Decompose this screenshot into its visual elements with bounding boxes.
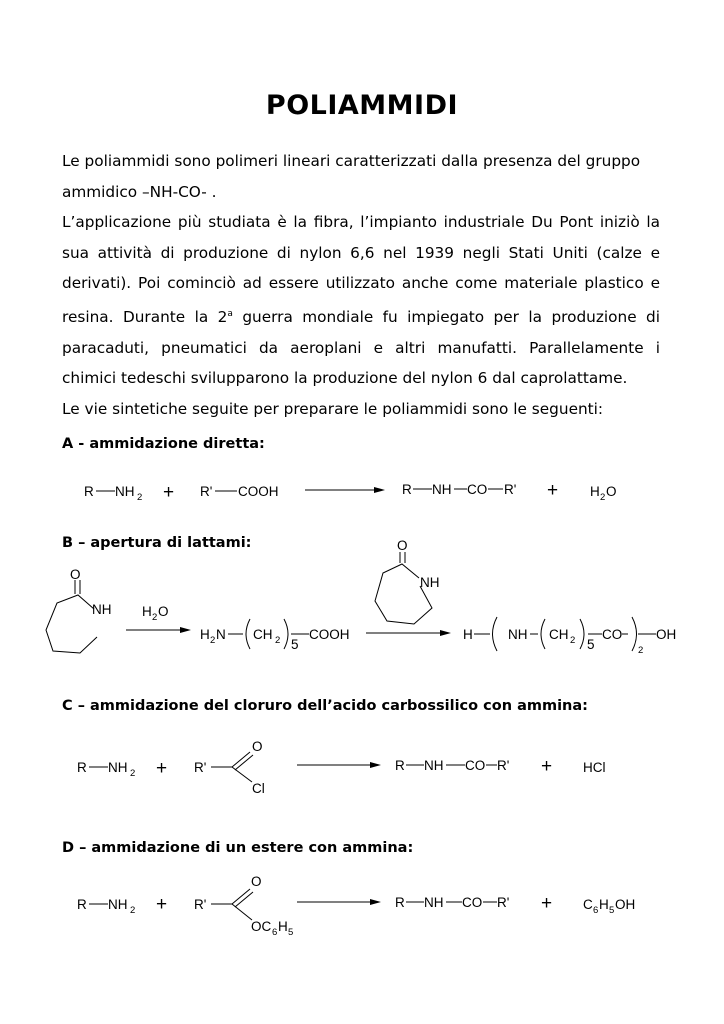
- text-line: Le vie sintetiche seguite per preparare le poliammidi sono le seguenti:: [62, 399, 604, 418]
- carbonyl-oxygen: O: [252, 739, 263, 754]
- plus-sign: +: [541, 893, 553, 914]
- phenol-c: C: [583, 897, 593, 912]
- subscript: 5: [288, 927, 294, 938]
- text-line: sua attività di produzione di nylon 6,6 nel 1939 negli Stati Uniti (calze e: [62, 243, 660, 262]
- product-co: CO: [462, 895, 483, 910]
- subscript: 6: [272, 927, 278, 938]
- rprime-label: R': [194, 897, 207, 912]
- polymer-ch: CH: [549, 627, 569, 642]
- plus-sign: +: [541, 756, 553, 777]
- text-line: Le poliammidi sono polimeri lineari caratterizzati dalla presenza del gruppo: [62, 152, 641, 170]
- r-label: R: [84, 484, 94, 499]
- ring-oxygen: O: [397, 538, 408, 553]
- subscript: 2: [638, 645, 644, 656]
- nh-label: NH: [108, 897, 128, 912]
- arrow-head: [370, 899, 381, 905]
- water-h: H: [142, 604, 152, 619]
- left-paren: [493, 617, 498, 651]
- subscript: 6: [593, 905, 599, 916]
- rprime-label: R': [194, 760, 207, 775]
- text-line: ammidico –NH-CO- .: [62, 182, 217, 201]
- right-paren: [580, 619, 584, 649]
- racid-label: R': [200, 484, 213, 499]
- section-c-heading: C – ammidazione del cloruro dell’acido carbossilico con ammina:: [62, 698, 588, 714]
- ring-oxygen: O: [70, 567, 81, 582]
- plus-sign: +: [156, 758, 168, 779]
- cooh-label: COOH: [238, 484, 279, 499]
- scheme-a-direct-amidation: [0, 470, 724, 520]
- product-r: R: [395, 895, 405, 910]
- ester-h: H: [278, 919, 288, 934]
- repeat-count: 5: [291, 637, 299, 652]
- subscript: 2: [137, 492, 143, 503]
- phenol-oh: OH: [615, 897, 636, 912]
- amine-h: H: [200, 627, 210, 642]
- subscript: 2: [130, 905, 136, 916]
- section-a-heading: A - ammidazione diretta:: [62, 436, 265, 452]
- r-label: R: [77, 760, 87, 775]
- hcl-label: HCl: [583, 760, 606, 775]
- intro-paragraph: [62, 146, 660, 424]
- section-b-heading: B – apertura di lattami:: [62, 535, 252, 551]
- ch-label: CH: [253, 627, 273, 642]
- subscript: 2: [152, 612, 158, 623]
- scheme-c-acyl-chloride: [0, 735, 724, 805]
- right-paren: [284, 619, 288, 649]
- repeat-count: 5: [587, 637, 595, 652]
- caprolactam-ring: [46, 595, 97, 653]
- product-rprime: R': [497, 758, 510, 773]
- arrow-head: [180, 627, 191, 633]
- subscript: 2: [570, 635, 576, 646]
- polymer-oh: OH: [656, 627, 677, 642]
- plus-sign: +: [547, 480, 559, 501]
- carbonyl-oxygen: O: [251, 874, 262, 889]
- text-line: paracaduti, pneumatici da aeroplani e altri manufatti. Parallelamente i: [62, 338, 660, 357]
- product-co: CO: [465, 758, 486, 773]
- subscript: 2: [210, 635, 216, 646]
- text-line: derivati). Poi cominciò ad essere utilizzato anche come materiale plastico e: [62, 274, 660, 293]
- text-line: chimici tedeschi svilupparono la produzione del nylon 6 dal caprolattame.: [62, 369, 628, 388]
- phenol-h: H: [599, 897, 609, 912]
- product-nh: NH: [424, 895, 444, 910]
- water-h: H: [590, 484, 600, 499]
- product-nh: NH: [432, 482, 452, 497]
- arrow-head: [440, 630, 451, 636]
- subscript: 2: [275, 635, 281, 646]
- product-r: R: [395, 758, 405, 773]
- polymer-h: H: [463, 627, 473, 642]
- subscript: 2: [600, 492, 606, 503]
- page-title: POLIAMMIDI: [265, 90, 459, 121]
- left-paren: [246, 619, 250, 649]
- product-r: R: [402, 482, 412, 497]
- plus-sign: +: [163, 482, 175, 503]
- water-o: O: [158, 604, 169, 619]
- scheme-d-ester-amidation: [0, 872, 724, 944]
- r-label: R: [77, 897, 87, 912]
- ring-nh: NH: [420, 575, 440, 590]
- text-line: resina. Durante la 2$^a$ guerra mondiale fu impiegato per la produzione di: [62, 308, 661, 327]
- amine-n: N: [216, 627, 226, 642]
- arrow-head: [374, 487, 385, 493]
- plus-sign: +: [156, 894, 168, 915]
- polymer-co: CO: [602, 627, 623, 642]
- product-rprime: R': [504, 482, 517, 497]
- product-nh: NH: [424, 758, 444, 773]
- left-paren: [541, 619, 545, 649]
- section-d-heading: D – ammidazione di un estere con ammina:: [62, 840, 414, 856]
- scheme-b-lactam-opening: [0, 535, 724, 670]
- subscript: 2: [130, 768, 136, 779]
- product-rprime: R': [497, 895, 510, 910]
- ring-nh: NH: [92, 602, 112, 617]
- subscript: 5: [609, 905, 615, 916]
- cooh-label: COOH: [309, 627, 350, 642]
- water-o: O: [606, 484, 617, 499]
- arrow-head: [370, 762, 381, 768]
- nh-label: NH: [115, 484, 135, 499]
- chlorine-label: Cl: [252, 781, 265, 796]
- nh-label: NH: [108, 760, 128, 775]
- right-paren: [632, 617, 637, 651]
- polymer-nh: NH: [508, 627, 528, 642]
- superscript: a: [227, 308, 233, 319]
- caprolactam-ring: [375, 564, 432, 624]
- product-co: CO: [467, 482, 488, 497]
- text-line: L’applicazione più studiata è la fibra, l’impianto industriale Du Pont iniziò la: [62, 213, 660, 232]
- ester-oc: OC: [251, 919, 272, 934]
